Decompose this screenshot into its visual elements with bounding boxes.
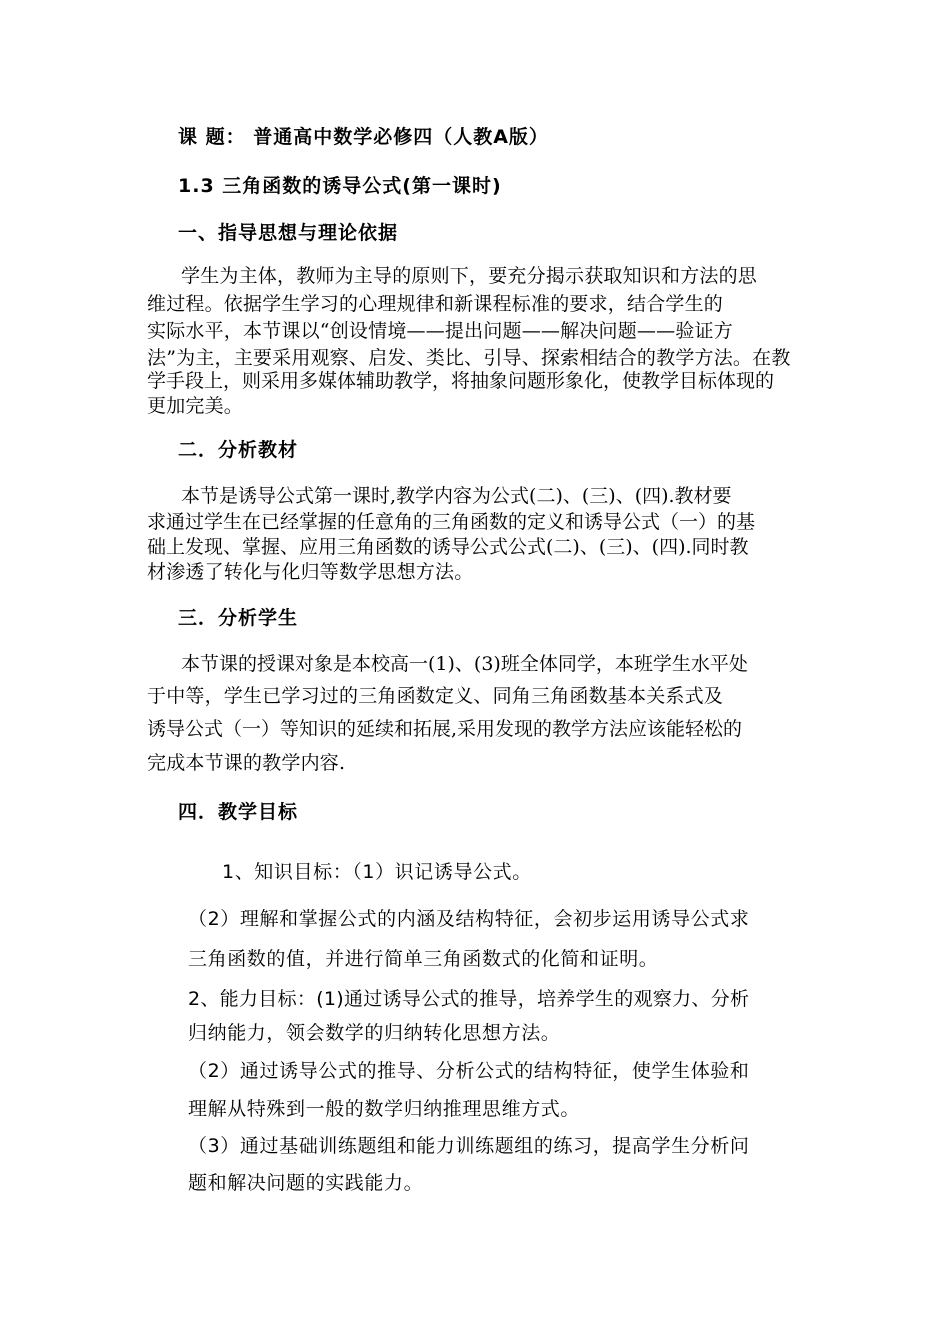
section-heading-4: 四．教学目标 bbox=[178, 801, 299, 823]
section2-line-2: 求通过学生在已经掌握的任意角的三角函数的定义和诱导公式（一）的基 bbox=[147, 511, 756, 533]
section-heading-3: 三．分析学生 bbox=[178, 607, 299, 629]
section1-line-3: 实际水平，本节课以“创设情境——提出问题——解决问题——验证方 bbox=[147, 320, 733, 342]
objective-line-5: 归纳能力，领会数学的归纳转化思想方法。 bbox=[188, 1022, 561, 1044]
section3-line-2: 于中等，学生已学习过的三角函数定义、同角三角函数基本关系式及 bbox=[147, 685, 724, 707]
section1-line-2: 维过程。依据学生学习的心理规律和新课程标准的要求，结合学生的 bbox=[147, 293, 724, 315]
objective-line-2: （2）理解和掌握公式的内涵及结构特征，会初步运用诱导公式求 bbox=[188, 908, 750, 930]
section1-line-6: 更加完美。 bbox=[147, 395, 244, 417]
objective-line-9: 题和解决问题的实践能力。 bbox=[188, 1172, 424, 1194]
section-heading-2: 二．分析教材 bbox=[178, 439, 299, 461]
lesson-title: 1.3 三角函数的诱导公式(第一课时) bbox=[178, 175, 502, 197]
section-heading-1: 一、指导思想与理论依据 bbox=[178, 222, 399, 244]
section3-line-3: 诱导公式（一）等知识的延续和拓展,采用发现的教学方法应该能轻松的 bbox=[147, 718, 743, 740]
objective-line-3: 三角函数的值，并进行简单三角函数式的化简和证明。 bbox=[188, 948, 659, 970]
section1-line-1: 学生为主体，教师为主导的原则下，要充分揭示获取知识和方法的思 bbox=[181, 265, 758, 287]
section2-line-1: 本节是诱导公式第一课时,教学内容为公式(二)、(三)、(四).教材要 bbox=[181, 485, 732, 507]
section1-line-5: 学手段上，则采用多媒体辅助教学，将抽象问题形象化，使教学目标体现的 bbox=[147, 370, 775, 392]
section2-line-3: 础上发现、掌握、应用三角函数的诱导公式公式(二)、(三)、(四).同时教 bbox=[147, 536, 749, 558]
objective-line-6: （2）通过诱导公式的推导、分析公式的结构特征，使学生体验和 bbox=[188, 1060, 750, 1082]
section2-line-4: 材渗透了转化与化归等数学思想方法。 bbox=[147, 561, 474, 583]
section1-line-4: 法”为主，主要采用观察、启发、类比、引导、探索相结合的教学方法。在教 bbox=[147, 347, 791, 369]
objective-line-7: 理解从特殊到一般的数学归纳推理思维方式。 bbox=[188, 1098, 581, 1120]
objective-line-8: （3）通过基础训练题组和能力训练题组的练习，提高学生分析问 bbox=[188, 1135, 750, 1157]
objective-line-4: 2、能力目标：(1)通过诱导公式的推导，培养学生的观察力、分析 bbox=[188, 988, 750, 1010]
section3-line-4: 完成本节课的教学内容. bbox=[147, 752, 346, 774]
course-title: 课 题： 普通高中数学必修四（人教A版） bbox=[178, 126, 549, 148]
section3-line-1: 本节课的授课对象是本校高一(1)、(3)班全体同学，本班学生水平处 bbox=[181, 653, 748, 675]
objective-line-1: 1、知识目标：（1）识记诱导公式。 bbox=[222, 861, 532, 883]
